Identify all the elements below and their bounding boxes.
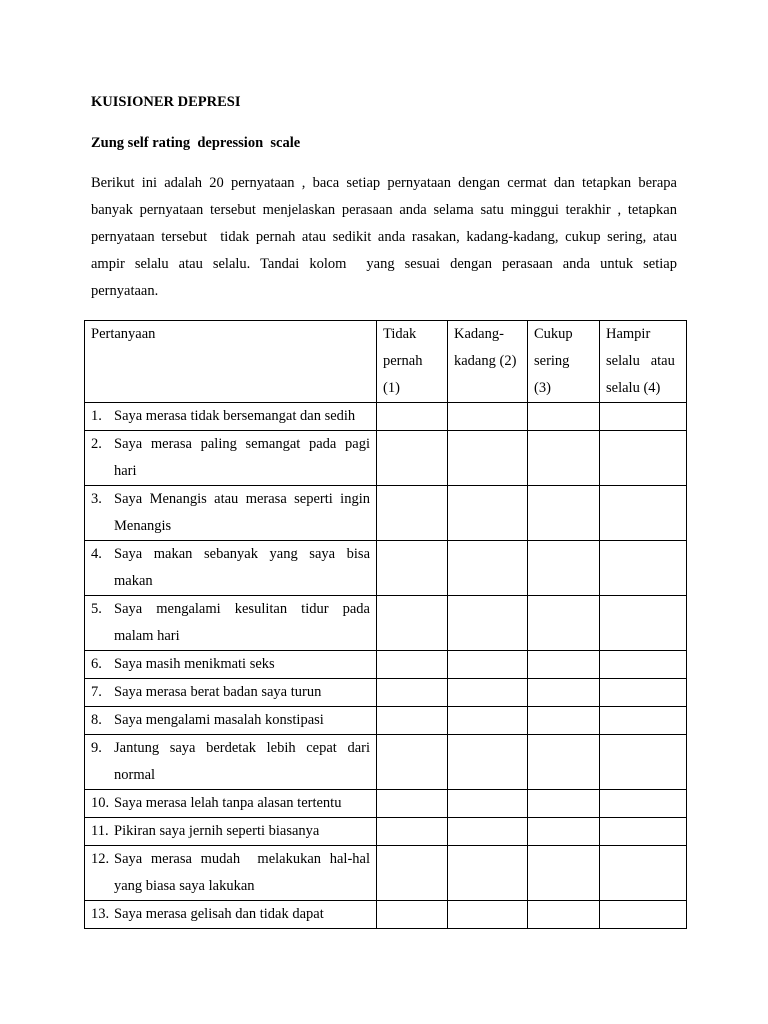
answer-cell-sometimes[interactable] bbox=[448, 486, 528, 541]
answer-cell-always[interactable] bbox=[600, 818, 687, 846]
table-row bbox=[85, 541, 687, 596]
question-text bbox=[114, 735, 370, 789]
answer-cell-never[interactable] bbox=[377, 596, 448, 651]
question-text bbox=[114, 596, 370, 650]
header-question-label: Pertanyaan bbox=[91, 326, 156, 342]
header-option-line: Hampir bbox=[606, 326, 651, 342]
table-row bbox=[85, 651, 687, 679]
questionnaire-table bbox=[84, 320, 687, 929]
answer-cell-never[interactable] bbox=[377, 846, 448, 901]
table-row bbox=[85, 486, 687, 541]
answer-cell-never[interactable] bbox=[377, 790, 448, 818]
answer-cell-always[interactable] bbox=[600, 651, 687, 679]
intro-line: pernyataan tersebut tidak pernah atau sedikit anda rasakan, kadang-kadang, cukup sering, atau bbox=[91, 229, 677, 245]
question-number: 7. bbox=[91, 684, 102, 700]
question-cell bbox=[85, 901, 377, 929]
question-number: 4. bbox=[91, 546, 102, 562]
header-option-always bbox=[600, 321, 687, 403]
question-cell bbox=[85, 735, 377, 790]
header-option-line: (3) bbox=[534, 380, 551, 396]
question-text-line: Saya masih menikmati seks bbox=[114, 656, 275, 672]
answer-cell-often[interactable] bbox=[528, 707, 600, 735]
answer-cell-always[interactable] bbox=[600, 707, 687, 735]
question-number: 6. bbox=[91, 656, 102, 672]
question-text bbox=[114, 707, 370, 734]
question-text-line: yang biasa saya lakukan bbox=[114, 878, 255, 894]
answer-cell-sometimes[interactable] bbox=[448, 846, 528, 901]
question-text-line: makan bbox=[114, 573, 153, 589]
answer-cell-always[interactable] bbox=[600, 901, 687, 929]
answer-cell-sometimes[interactable] bbox=[448, 818, 528, 846]
answer-cell-sometimes[interactable] bbox=[448, 431, 528, 486]
answer-cell-always[interactable] bbox=[600, 486, 687, 541]
answer-cell-sometimes[interactable] bbox=[448, 735, 528, 790]
intro-line: ampir selalu atau selalu. Tandai kolom yang sesuai dengan perasaan anda untuk setiap bbox=[91, 256, 677, 272]
answer-cell-often[interactable] bbox=[528, 651, 600, 679]
header-question bbox=[85, 321, 377, 403]
question-text-line: Saya merasa berat badan saya turun bbox=[114, 684, 322, 700]
answer-cell-always[interactable] bbox=[600, 679, 687, 707]
question-cell bbox=[85, 431, 377, 486]
answer-cell-often[interactable] bbox=[528, 901, 600, 929]
question-text-line: Menangis bbox=[114, 518, 172, 534]
question-text bbox=[114, 846, 370, 900]
question-number: 12. bbox=[91, 851, 110, 867]
answer-cell-always[interactable] bbox=[600, 596, 687, 651]
question-number: 13. bbox=[91, 906, 110, 922]
question-text-line: Saya merasa paling semangat pada pagi bbox=[114, 436, 370, 452]
answer-cell-often[interactable] bbox=[528, 431, 600, 486]
question-text bbox=[114, 541, 370, 595]
answer-cell-sometimes[interactable] bbox=[448, 403, 528, 431]
question-cell bbox=[85, 651, 377, 679]
header-option-line: sering bbox=[534, 353, 570, 369]
question-text bbox=[114, 679, 370, 706]
answer-cell-often[interactable] bbox=[528, 846, 600, 901]
table-row bbox=[85, 735, 687, 790]
answer-cell-never[interactable] bbox=[377, 707, 448, 735]
answer-cell-sometimes[interactable] bbox=[448, 651, 528, 679]
header-option-line: Kadang- bbox=[454, 326, 504, 342]
header-option-often bbox=[528, 321, 600, 403]
answer-cell-often[interactable] bbox=[528, 486, 600, 541]
answer-cell-never[interactable] bbox=[377, 679, 448, 707]
table-row bbox=[85, 818, 687, 846]
question-number: 11. bbox=[91, 823, 109, 839]
answer-cell-always[interactable] bbox=[600, 403, 687, 431]
table-header-row bbox=[85, 321, 687, 403]
question-text-line: hari bbox=[114, 463, 137, 479]
question-cell bbox=[85, 707, 377, 735]
question-text-line: normal bbox=[114, 767, 156, 783]
question-text-line: malam hari bbox=[114, 628, 180, 644]
question-cell bbox=[85, 596, 377, 651]
answer-cell-never[interactable] bbox=[377, 431, 448, 486]
answer-cell-sometimes[interactable] bbox=[448, 541, 528, 596]
answer-cell-often[interactable] bbox=[528, 541, 600, 596]
question-number: 5. bbox=[91, 601, 102, 617]
answer-cell-never[interactable] bbox=[377, 541, 448, 596]
header-option-line: selalu atau bbox=[606, 353, 675, 369]
intro-line: Berikut ini adalah 20 pernyataan , baca setiap pernyataan dengan cermat dan tetapkan berapa bbox=[91, 175, 677, 191]
question-text-line: Saya merasa lelah tanpa alasan tertentu bbox=[114, 795, 342, 811]
answer-cell-sometimes[interactable] bbox=[448, 901, 528, 929]
answer-cell-always[interactable] bbox=[600, 846, 687, 901]
table-row bbox=[85, 707, 687, 735]
table-row bbox=[85, 596, 687, 651]
answer-cell-always[interactable] bbox=[600, 431, 687, 486]
header-option-line: selalu (4) bbox=[606, 380, 661, 396]
question-number: 2. bbox=[91, 436, 102, 452]
table-row bbox=[85, 901, 687, 929]
question-text-line: Saya merasa mudah melakukan hal-hal bbox=[114, 851, 370, 867]
header-option-never bbox=[377, 321, 448, 403]
question-text-line: Pikiran saya jernih seperti biasanya bbox=[114, 823, 320, 839]
answer-cell-never[interactable] bbox=[377, 651, 448, 679]
question-number: 8. bbox=[91, 712, 102, 728]
answer-cell-often[interactable] bbox=[528, 596, 600, 651]
answer-cell-often[interactable] bbox=[528, 403, 600, 431]
question-text bbox=[114, 790, 370, 817]
question-text-line: Saya mengalami kesulitan tidur pada bbox=[114, 601, 370, 617]
answer-cell-sometimes[interactable] bbox=[448, 707, 528, 735]
question-text-line: Saya merasa tidak bersemangat dan sedih bbox=[114, 408, 356, 424]
question-cell bbox=[85, 403, 377, 431]
document-subtitle: Zung self rating depression scale bbox=[91, 135, 301, 151]
answer-cell-never[interactable] bbox=[377, 486, 448, 541]
header-option-line: (1) bbox=[383, 380, 400, 396]
question-text-line: Saya merasa gelisah dan tidak dapat bbox=[114, 906, 324, 922]
table-row bbox=[85, 679, 687, 707]
table-row bbox=[85, 403, 687, 431]
question-list bbox=[85, 403, 687, 929]
answer-cell-sometimes[interactable] bbox=[448, 679, 528, 707]
question-text-line: Saya Menangis atau merasa seperti ingin bbox=[114, 491, 370, 507]
question-text bbox=[114, 403, 370, 430]
document-title: KUISIONER DEPRESI bbox=[91, 94, 241, 110]
answer-cell-never[interactable] bbox=[377, 735, 448, 790]
intro-line: banyak pernyataan tersebut menjelaskan perasaan anda selama satu minggui terakhir , tetapkan bbox=[91, 202, 677, 218]
answer-cell-often[interactable] bbox=[528, 679, 600, 707]
header-option-line: kadang (2) bbox=[454, 353, 517, 369]
answer-cell-sometimes[interactable] bbox=[448, 790, 528, 818]
answer-cell-never[interactable] bbox=[377, 403, 448, 431]
question-text bbox=[114, 818, 370, 845]
intro-paragraph bbox=[91, 170, 677, 305]
question-text-line: Jantung saya berdetak lebih cepat dari bbox=[114, 740, 370, 756]
intro-line: pernyataan. bbox=[91, 283, 159, 299]
question-number: 3. bbox=[91, 491, 102, 507]
table-row bbox=[85, 846, 687, 901]
answer-cell-sometimes[interactable] bbox=[448, 596, 528, 651]
header-option-line: pernah bbox=[383, 353, 423, 369]
answer-cell-often[interactable] bbox=[528, 790, 600, 818]
table-row bbox=[85, 431, 687, 486]
question-text-line: Saya makan sebanyak yang saya bisa bbox=[114, 546, 370, 562]
question-text bbox=[114, 901, 370, 928]
answer-cell-never[interactable] bbox=[377, 901, 448, 929]
question-cell bbox=[85, 818, 377, 846]
question-text bbox=[114, 651, 370, 678]
question-number: 1. bbox=[91, 408, 102, 424]
question-number: 10. bbox=[91, 795, 110, 811]
question-cell bbox=[85, 790, 377, 818]
question-text bbox=[114, 431, 370, 485]
answer-cell-often[interactable] bbox=[528, 735, 600, 790]
answer-cell-never[interactable] bbox=[377, 818, 448, 846]
question-text bbox=[114, 486, 370, 540]
answer-cell-often[interactable] bbox=[528, 818, 600, 846]
header-option-line: Tidak bbox=[383, 326, 417, 342]
question-text-line: Saya mengalami masalah konstipasi bbox=[114, 712, 324, 728]
header-option-sometimes bbox=[448, 321, 528, 403]
table-row bbox=[85, 790, 687, 818]
question-cell bbox=[85, 679, 377, 707]
question-number: 9. bbox=[91, 740, 102, 756]
answer-cell-always[interactable] bbox=[600, 735, 687, 790]
answer-cell-always[interactable] bbox=[600, 541, 687, 596]
question-cell bbox=[85, 541, 377, 596]
question-cell bbox=[85, 846, 377, 901]
question-cell bbox=[85, 486, 377, 541]
answer-cell-always[interactable] bbox=[600, 790, 687, 818]
header-option-line: Cukup bbox=[534, 326, 573, 342]
